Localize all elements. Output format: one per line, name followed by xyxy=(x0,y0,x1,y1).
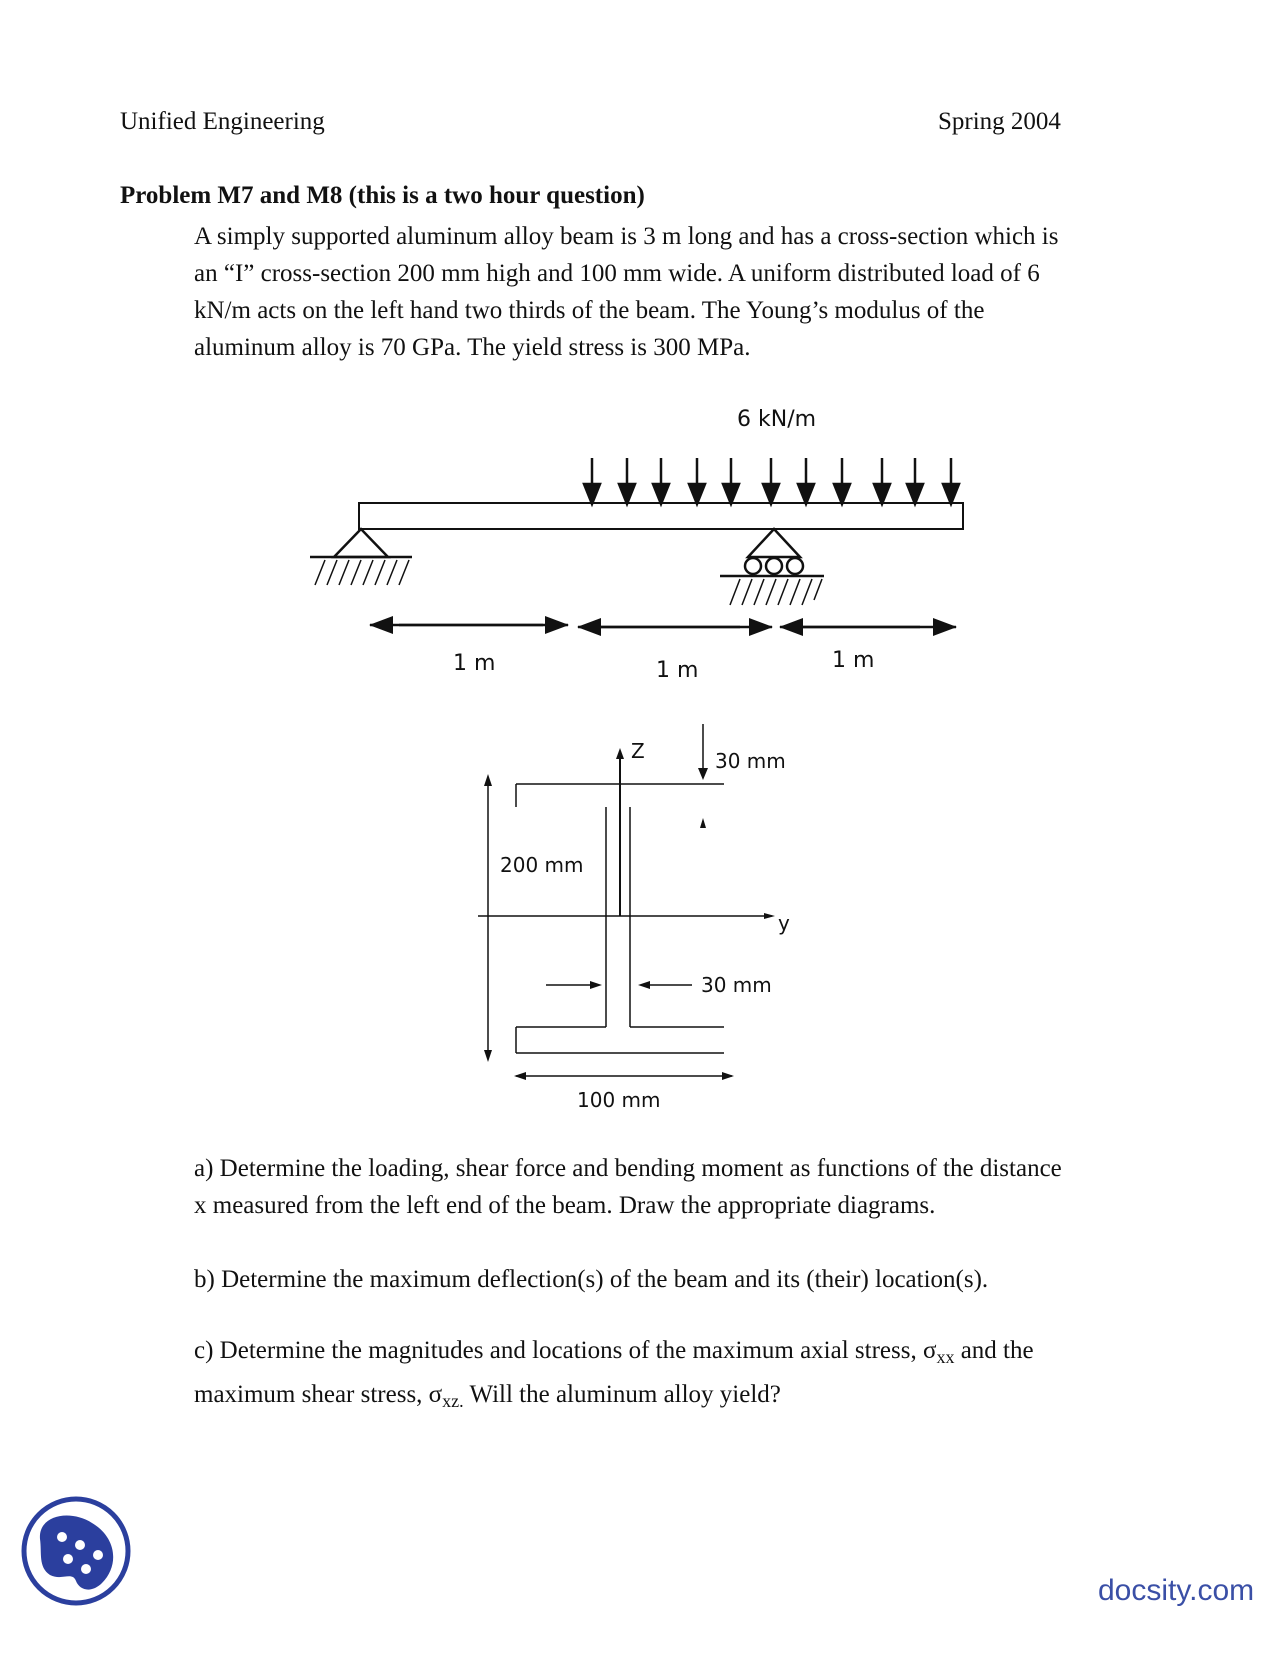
height-dim-arrowhead-top xyxy=(484,774,492,786)
pin-support xyxy=(310,529,412,585)
flange-dim-arrowhead-lower xyxy=(700,818,706,828)
flange-dim-arrowhead xyxy=(698,768,708,780)
question-c-line1 xyxy=(194,1332,1194,1376)
beam-diagram xyxy=(0,0,1280,700)
y-axis-arrowhead xyxy=(764,913,775,919)
docsity-logo-icon[interactable] xyxy=(20,1495,132,1607)
problem-title: Problem M7 and M8 (this is a two hour question) xyxy=(120,182,645,209)
span-label-2: 1 m xyxy=(656,658,699,683)
question-c-text: c) Determine the magnitudes and locations of the maximum axial stress, σ xyxy=(194,1337,937,1364)
width-dim-arrowhead-right xyxy=(722,1072,734,1080)
z-axis-label: Z xyxy=(631,739,645,763)
flange-thickness-label: 30 mm xyxy=(715,749,786,773)
span-label-1: 1 m xyxy=(453,651,496,676)
problem-line: kN/m acts on the left hand two thirds of the beam. The Young’s modulus of the xyxy=(194,297,985,324)
question-c-text: Will the aluminum alloy yield? xyxy=(463,1381,781,1408)
question-c-text: and the xyxy=(954,1337,1034,1364)
height-dim-arrowhead-bottom xyxy=(484,1050,492,1062)
question-a-line1: a) Determine the loading, shear force and bending moment as functions of the distance xyxy=(194,1155,1062,1182)
web-dim-arrowhead-right xyxy=(638,981,650,989)
span-label-3: 1 m xyxy=(832,648,875,673)
problem-line: an “I” cross-section 200 mm high and 100 mm wide. A uniform distributed load of 6 xyxy=(194,260,1040,287)
header-term: Spring 2004 xyxy=(938,108,1061,135)
height-label: 200 mm xyxy=(500,853,584,877)
width-dim-arrowhead-left xyxy=(514,1072,526,1080)
question-c-line2 xyxy=(194,1376,1194,1420)
load-label: 6 kN/m xyxy=(737,407,817,432)
cross-section-diagram xyxy=(0,700,1280,1120)
question-a xyxy=(194,1150,1194,1224)
problem-line: aluminum alloy is 70 GPa. The yield stress is 300 MPa. xyxy=(194,334,751,361)
width-label: 100 mm xyxy=(577,1088,661,1112)
web-dim-arrowhead-left xyxy=(590,981,602,989)
z-axis-arrowhead xyxy=(616,748,624,759)
y-axis-label: y xyxy=(778,911,790,935)
header-course: Unified Engineering xyxy=(120,108,325,135)
sigma-xz-subscript: xz. xyxy=(442,1391,464,1411)
web-thickness-label: 30 mm xyxy=(701,973,772,997)
question-b: b) Determine the maximum deflection(s) of the beam and its (their) location(s). xyxy=(194,1266,989,1293)
distributed-load-arrows xyxy=(584,458,959,504)
question-a-line2: x measured from the left end of the beam. Draw the appropriate diagrams. xyxy=(194,1192,936,1219)
roller-support xyxy=(720,529,824,605)
question-c-text: maximum shear stress, σ xyxy=(194,1381,443,1408)
question-c xyxy=(194,1332,1194,1420)
span-dimension-arrows xyxy=(370,625,956,627)
docsity-brand-link[interactable]: docsity.com xyxy=(1098,1574,1255,1607)
sigma-xx-subscript: xx xyxy=(936,1347,955,1367)
problem-line: A simply supported aluminum alloy beam is 3 m long and has a cross-section which is xyxy=(194,223,1059,250)
